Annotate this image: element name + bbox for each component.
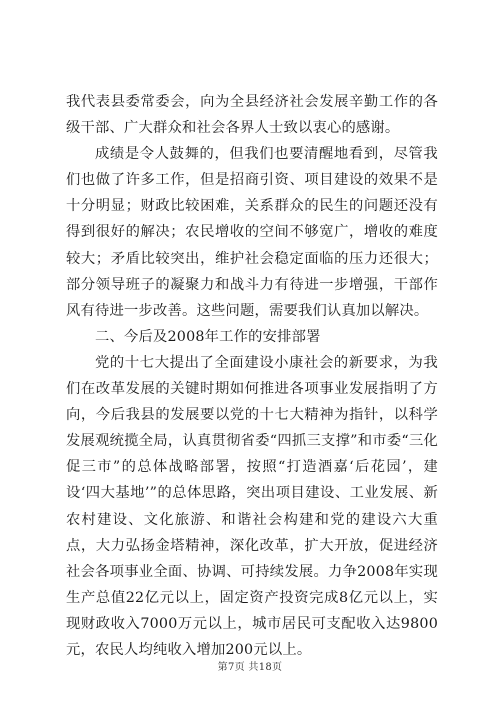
paragraph-thanks: 我代表县委常委会，向为全县经济社会发展辛勤工作的各级干部、广大群众和社会各界人士致以衷心的感谢。 [66, 94, 438, 137]
section-heading: 二、今后及2008年工作的安排部署 [95, 328, 321, 345]
document-body [66, 89, 438, 663]
page-footer: 第7页 共18页 [217, 662, 283, 673]
paragraph-plan: 党的十七大提出了全面建设小康社会的新要求，为我们在改革发展的关键时期如何推进各项事业发展指明了方向，今后我县的发展要以党的十七大精神为指针，以科学发展观统揽全局，认真贯彻省委“四抓三支撑”和市委“三化促三市”的总体战略部署，按照“打造酒嘉‘后花园’，建设‘四大基地’”的总体思路，突出项目建设、工业发展、新农村建设、文化旅游、和谐社会构建和党的建设六大重点，大力弘扬金塔精神，深化改革，扩大开放，促进经济社会各项事业全面、协调、可持续发展。力争2008年实现生产总值22亿元以上，固定资产投资完成8亿元以上，实现财政收入7000万元以上，城市居民可支配收入达9800元，农民人均纯收入增加200元以上。 [66, 354, 438, 658]
paragraph-problems: 成绩是令人鼓舞的，但我们也要清醒地看到，尽管我们也做了许多工作，但是招商引资、项目建设的效果不是十分明显；财政比较困难，关系群众的民生的问题还没有得到很好的解决；农民增收的空间不够宽广，增收的难度较大；矛盾比较突出，维护社会稳定面临的压力还很大；部分领导班子的凝聚力和战斗力有待进一步增强，干部作风有待进一步改善。这些问题，需要我们认真加以解决。 [66, 146, 438, 319]
